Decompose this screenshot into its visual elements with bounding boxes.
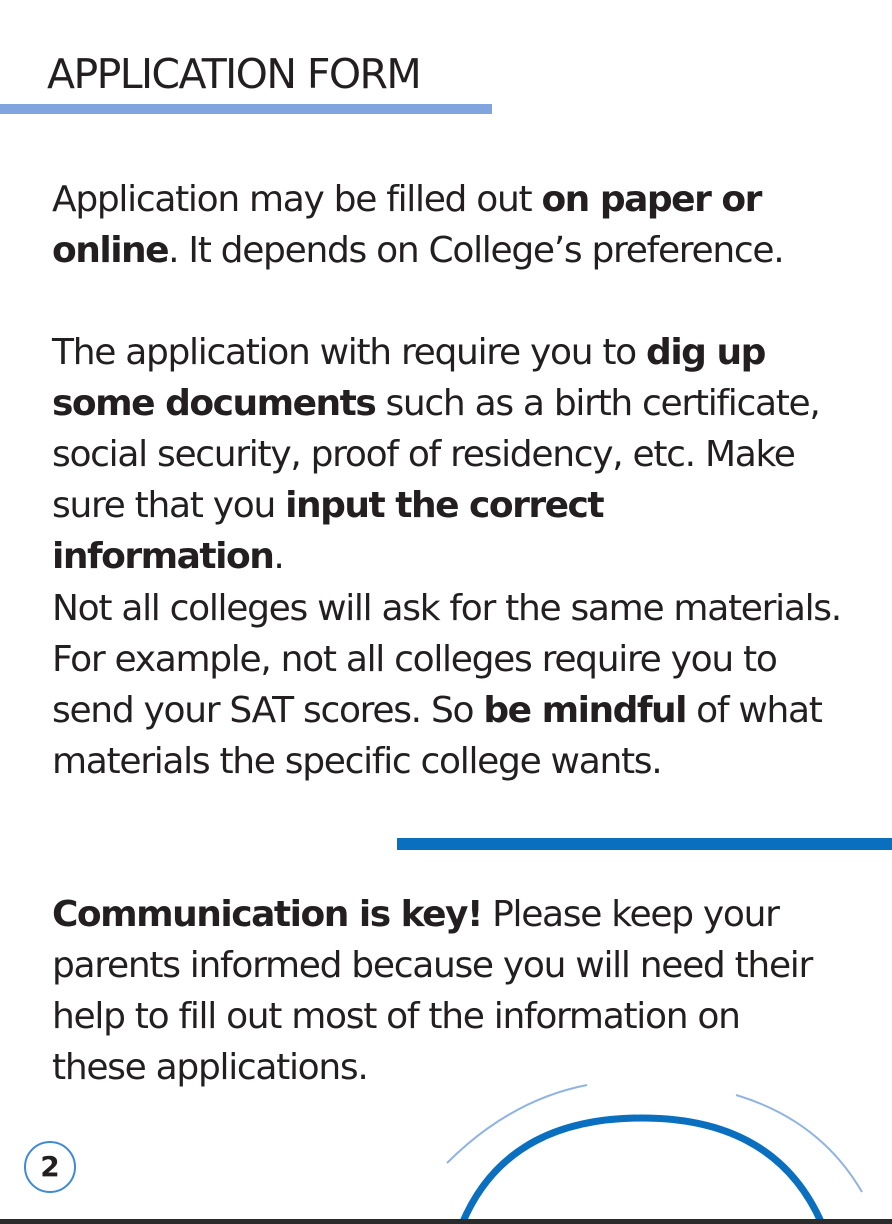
- emphasis-text: Communication is key!: [52, 894, 482, 935]
- page-title: APPLICATION FORM: [47, 50, 421, 98]
- thick-arc: [462, 1118, 822, 1224]
- paragraph-materials: [52, 583, 842, 787]
- text-span: Application may be filled out: [52, 179, 542, 220]
- paragraph-communication: [52, 889, 842, 1093]
- text-span: .: [273, 536, 284, 577]
- emphasis-text: be mindful: [483, 690, 686, 731]
- text-span: of what materials the specific college wants.: [52, 690, 822, 782]
- paragraph-documents: [52, 327, 842, 582]
- emphasis-text: dig up some documents: [52, 332, 765, 424]
- page-number-badge: 2: [24, 1141, 76, 1193]
- text-span: . It depends on College’s preference.: [168, 230, 784, 271]
- divider-bar: [397, 838, 892, 850]
- text-span: Not all colleges will ask for the same materials. For example, not all colleges require you to send your SAT scores. So: [52, 588, 841, 731]
- text-span: The application with require you to: [52, 332, 647, 373]
- title-underline: [0, 104, 492, 114]
- emphasis-text: on paper or online: [52, 179, 761, 271]
- page-bottom-edge: [0, 1219, 892, 1224]
- arc-decoration: [430, 1070, 892, 1224]
- emphasis-text: input the correct information: [52, 485, 604, 577]
- text-span: such as a birth certificate, social security, proof of residency, etc. Make sure that you: [52, 383, 820, 526]
- paragraph-application-format: [52, 174, 842, 276]
- text-span: Please keep your parents informed because you will need their help to fill out most of the information on these applications.: [52, 894, 812, 1088]
